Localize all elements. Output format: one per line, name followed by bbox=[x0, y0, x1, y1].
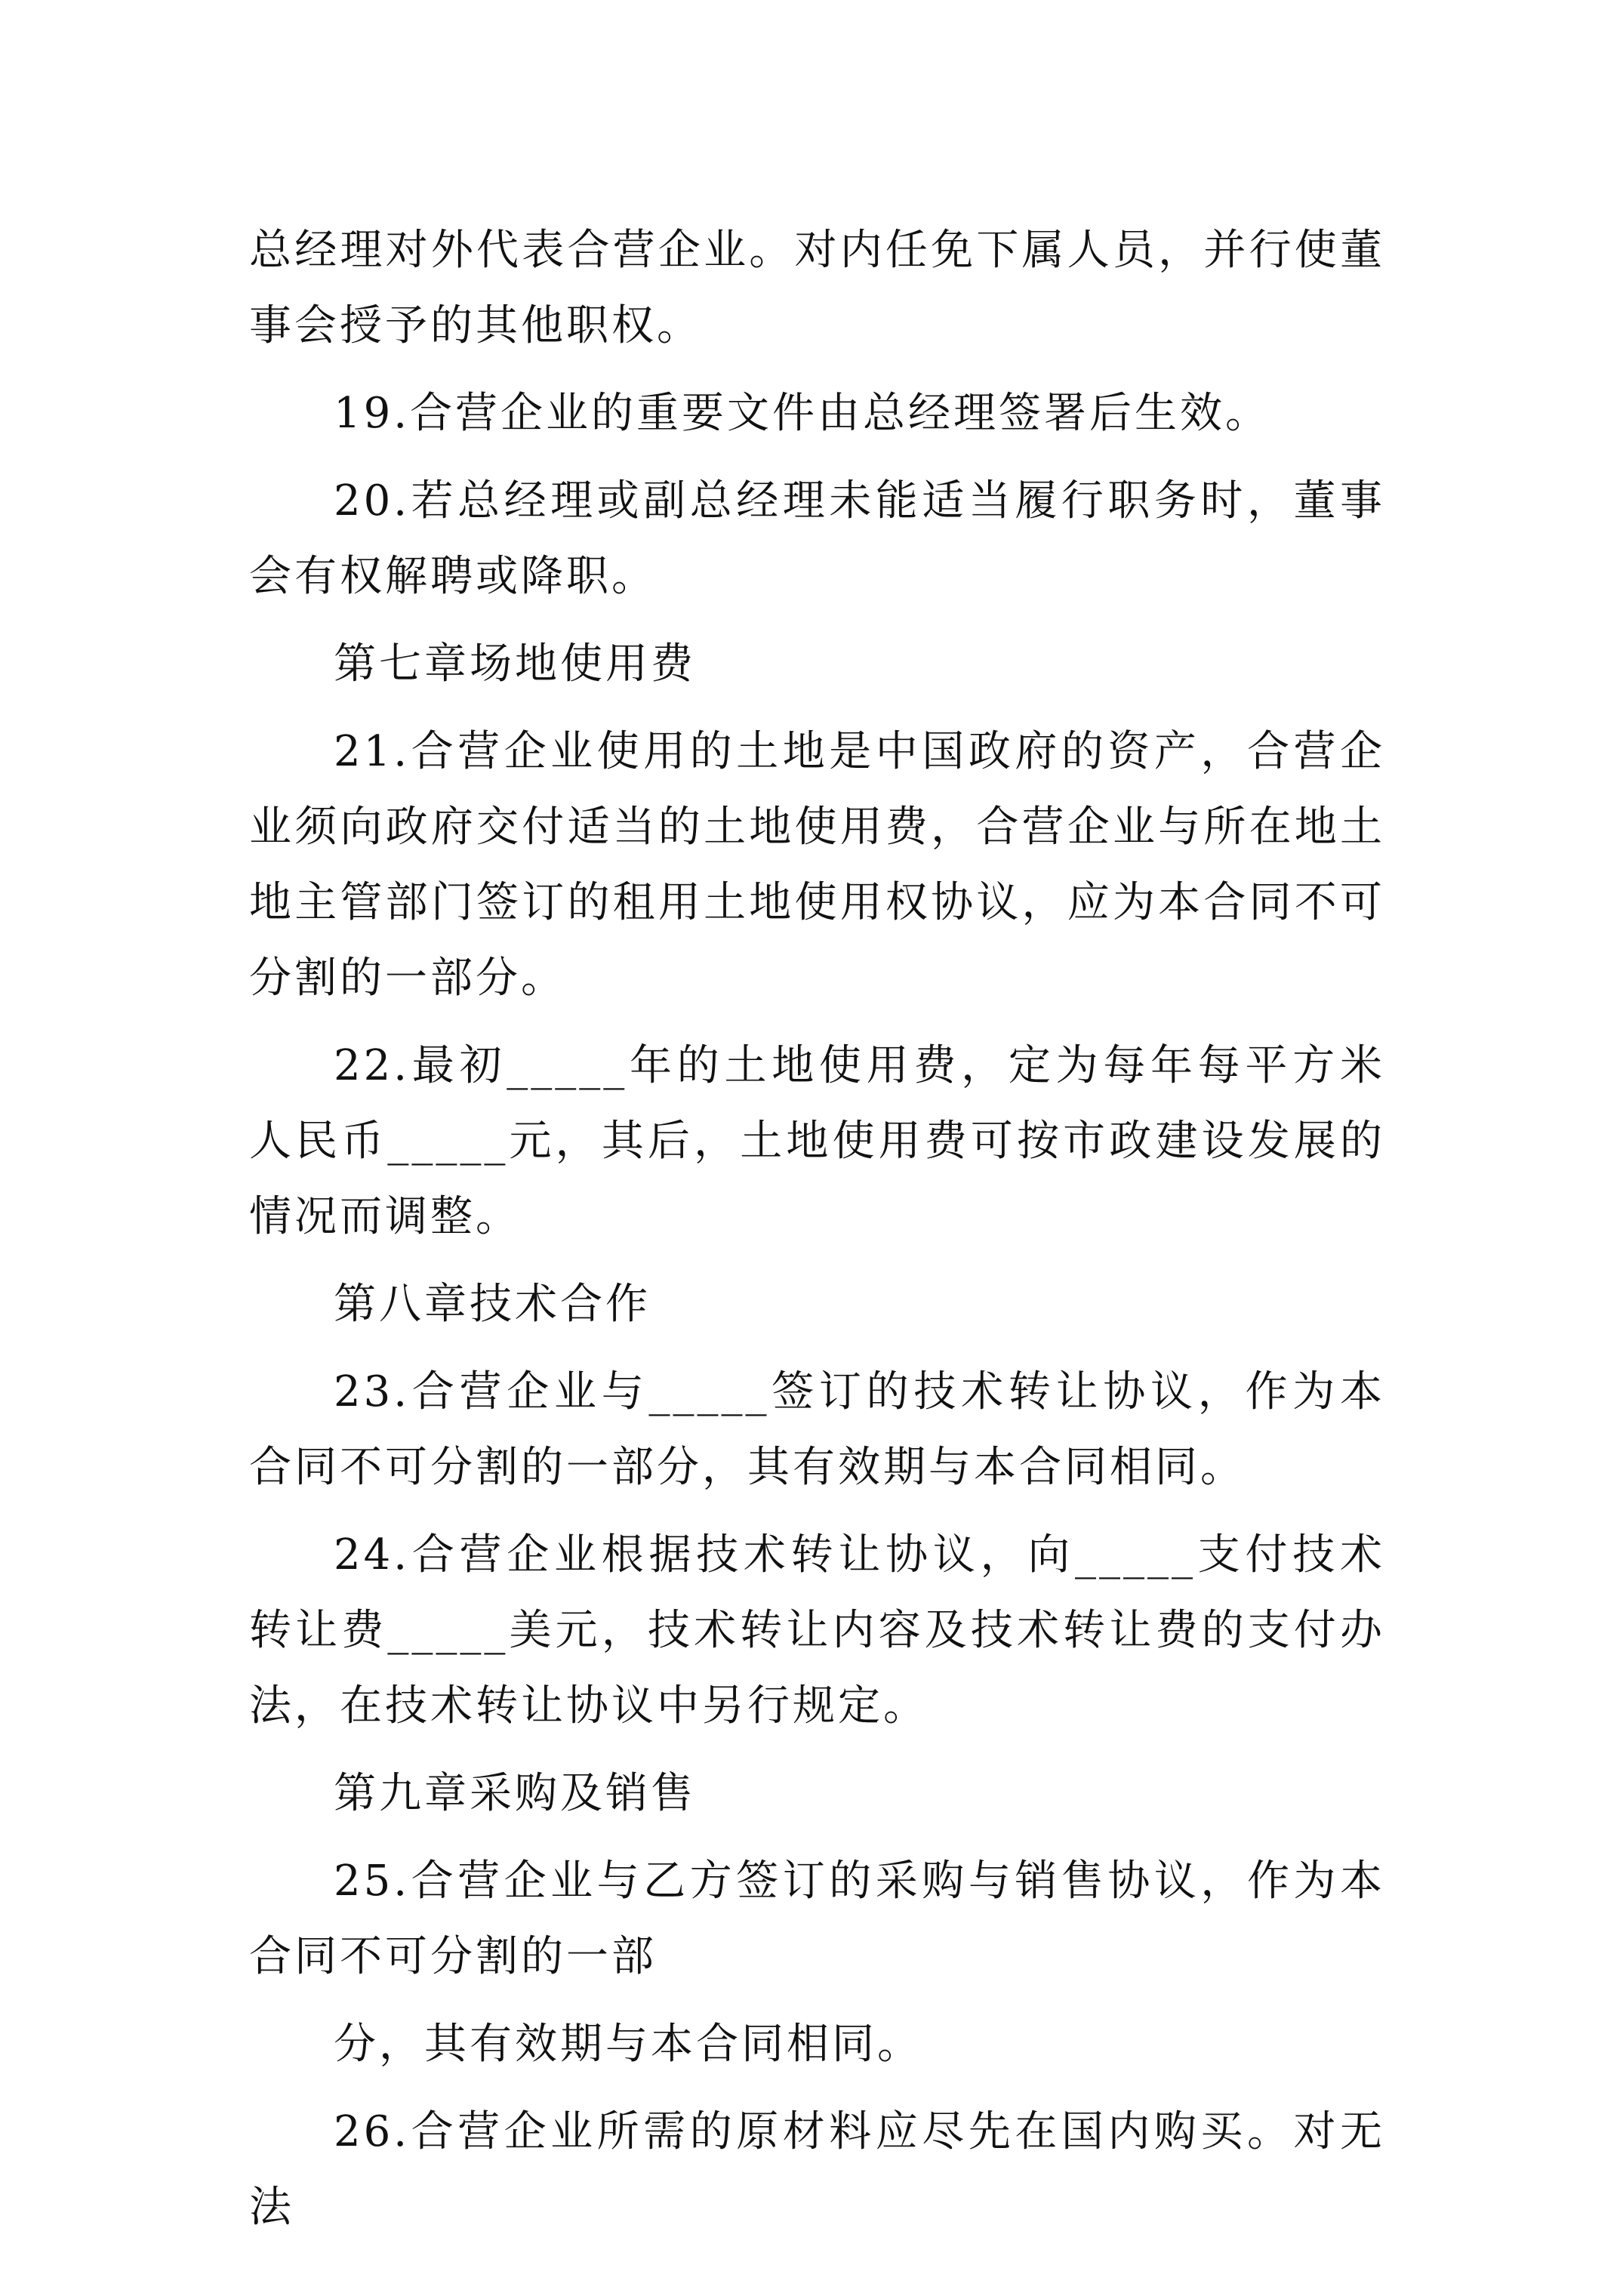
clause-23: 23.合营企业与_____签订的技术转让协议，作为本合同不可分割的一部分，其有效期与本合同相同。 bbox=[249, 1367, 1385, 1492]
clause-25: 25.合营企业与乙方签订的采购与销售协议，作为本合同不可分割的一部 bbox=[249, 1857, 1385, 1981]
chapter-7-heading: 第七章场地使用费 bbox=[334, 639, 696, 689]
chapter-9-heading: 第九章采购及销售 bbox=[334, 1769, 696, 1818]
clause-25-continuation: 分，其有效期与本合同相同。 bbox=[334, 2020, 922, 2069]
clause-24: 24.合营企业根据技术转让协议，向_____支付技术转让费_____美元，技术转让内容及技术转让费的支付办法，在技术转让协议中另行规定。 bbox=[249, 1530, 1385, 1730]
clause-22: 22.最初_____年的土地使用费，定为每年每平方米人民币_____元，其后，土地使用费可按市政建设发展的情况而调整。 bbox=[249, 1041, 1385, 1241]
clause-21: 21.合营企业使用的土地是中国政府的资产，合营企业须向政府交付适当的土地使用费，合营企业与所在地土地主管部门签订的租用土地使用权协议，应为本合同不可分割的一部分。 bbox=[249, 727, 1385, 1003]
chapter-8-heading: 第八章技术合作 bbox=[334, 1280, 651, 1329]
clause-20: 20.若总经理或副总经理未能适当履行职务时，董事会有权解聘或降职。 bbox=[249, 476, 1385, 601]
clause-19: 19.合营企业的重要文件由总经理签署后生效。 bbox=[334, 389, 1271, 438]
paragraph-general-manager-duties: 总经理对外代表合营企业。对内任免下属人员，并行使董事会授予的其他职权。 bbox=[249, 226, 1385, 350]
document-page bbox=[249, 213, 1385, 2245]
clause-26: 26.合营企业所需的原材料应尽先在国内购买。对无法 bbox=[249, 2107, 1385, 2232]
